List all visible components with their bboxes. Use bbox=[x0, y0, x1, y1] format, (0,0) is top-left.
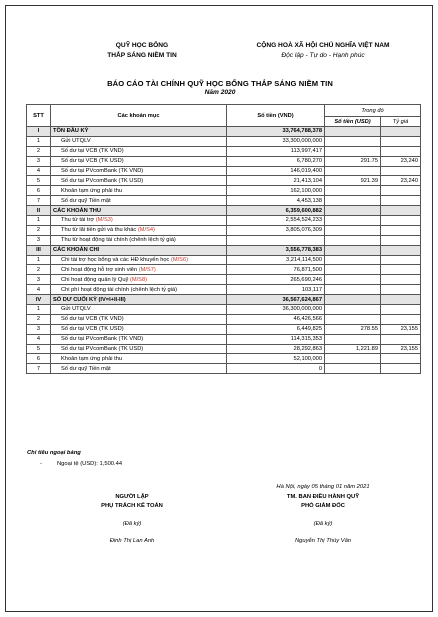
cell-stt: 6 bbox=[27, 186, 51, 196]
cell-stt: I bbox=[27, 127, 51, 137]
nation-motto: Độc lập - Tự do - Hạnh phúc bbox=[281, 52, 365, 59]
table-row bbox=[27, 146, 421, 156]
cell-rate bbox=[381, 245, 421, 255]
cell-rate bbox=[381, 305, 421, 315]
cell-stt: 1 bbox=[27, 136, 51, 146]
cell-item bbox=[51, 265, 227, 275]
cell-amount: 6,449,825 bbox=[227, 324, 325, 334]
table-row bbox=[27, 216, 421, 226]
cell-item bbox=[51, 225, 227, 235]
cell-item bbox=[51, 176, 227, 186]
cell-usd bbox=[325, 186, 381, 196]
header-group: Trong đó bbox=[325, 105, 421, 117]
table-section-row bbox=[27, 127, 421, 137]
offbalance-bullet: - bbox=[40, 461, 42, 467]
cell-usd bbox=[325, 206, 381, 216]
cell-item-label: Số dư tại PVcomBank (TK VND) bbox=[61, 168, 144, 174]
cell-rate: 23,240 bbox=[381, 176, 421, 186]
cell-item bbox=[51, 127, 227, 137]
cell-rate bbox=[381, 334, 421, 344]
cell-rate bbox=[381, 166, 421, 176]
cell-item-label: Chi hoạt động hỗ trợ sinh viên bbox=[61, 266, 139, 273]
cell-usd bbox=[325, 216, 381, 226]
cell-amount: 113,997,417 bbox=[227, 146, 325, 156]
nation-title: CỘNG HOÀ XÃ HỘI CHỦ NGHĨA VIỆT NAM bbox=[256, 42, 390, 49]
sign-date: Hà Nội, ngày 05 tháng 01 năm 2021 bbox=[276, 484, 370, 490]
cell-stt: 3 bbox=[27, 324, 51, 334]
cell-usd bbox=[325, 136, 381, 146]
cell-usd: 278.55 bbox=[325, 324, 381, 334]
cell-item-label: Số dư tại PVcomBank (TK USD) bbox=[61, 177, 144, 184]
cell-rate bbox=[381, 235, 421, 245]
cell-rate: 23,155 bbox=[381, 344, 421, 354]
cell-usd bbox=[325, 235, 381, 245]
left-signed: (Đã ký) bbox=[122, 521, 142, 527]
cell-stt: 1 bbox=[27, 305, 51, 315]
cell-item-note: (M/S6) bbox=[170, 257, 189, 264]
cell-usd: 921.39 bbox=[325, 176, 381, 186]
cell-amount bbox=[227, 235, 325, 245]
cell-usd bbox=[325, 265, 381, 275]
table-row bbox=[27, 196, 421, 206]
cell-usd bbox=[325, 146, 381, 156]
table-section-row bbox=[27, 245, 421, 255]
cell-amount: 28,292,863 bbox=[227, 344, 325, 354]
cell-item bbox=[51, 344, 227, 354]
cell-amount: 33,300,000,000 bbox=[227, 136, 325, 146]
cell-amount: 103,117 bbox=[227, 285, 325, 295]
cell-item-label: Chi tài trợ học bổng và các HĐ khuyến học bbox=[61, 257, 171, 264]
cell-usd: 291.75 bbox=[325, 156, 381, 166]
cell-item-label: TỒN ĐẦU KỲ bbox=[53, 128, 89, 135]
cell-usd bbox=[325, 314, 381, 324]
cell-usd bbox=[325, 295, 381, 305]
cell-amount: 114,315,353 bbox=[227, 334, 325, 344]
cell-item bbox=[51, 216, 227, 226]
table-row bbox=[27, 225, 421, 235]
cell-item bbox=[51, 196, 227, 206]
cell-item-label: SỐ DƯ CUỐI KỲ (IV=I+II-III) bbox=[53, 296, 126, 303]
cell-item bbox=[51, 324, 227, 334]
cell-item bbox=[51, 206, 227, 216]
cell-item-label: Số dư tại PVcomBank (TK USD) bbox=[61, 346, 144, 353]
cell-item bbox=[51, 245, 227, 255]
cell-stt: 4 bbox=[27, 285, 51, 295]
left-role-1: NGƯỜI LẬP bbox=[115, 494, 149, 500]
cell-amount: 36,567,624,867 bbox=[227, 295, 325, 305]
header-amount: Số tiền (VND) bbox=[227, 105, 325, 127]
cell-usd bbox=[325, 127, 381, 137]
cell-usd bbox=[325, 166, 381, 176]
finance-table bbox=[26, 104, 421, 374]
cell-amount: 146,019,400 bbox=[227, 166, 325, 176]
cell-item-label: Số dư tại VCB (TK VND) bbox=[61, 148, 124, 155]
cell-rate bbox=[381, 216, 421, 226]
cell-item-label: Thu từ tài trợ bbox=[61, 217, 96, 224]
cell-stt: 1 bbox=[27, 216, 51, 226]
cell-item bbox=[51, 334, 227, 344]
cell-usd bbox=[325, 275, 381, 285]
cell-rate bbox=[381, 265, 421, 275]
cell-stt: 3 bbox=[27, 156, 51, 166]
cell-amount: 36,300,000,000 bbox=[227, 305, 325, 315]
table-row bbox=[27, 344, 421, 354]
right-signer-name: Nguyễn Thị Thúy Vân bbox=[294, 538, 352, 544]
table-row bbox=[27, 305, 421, 315]
cell-amount: 4,453,138 bbox=[227, 196, 325, 206]
cell-stt: 3 bbox=[27, 235, 51, 245]
cell-item-label: Thu từ lãi tiền gửi và thu khác bbox=[61, 227, 138, 234]
cell-usd bbox=[325, 225, 381, 235]
table-header-row bbox=[27, 105, 421, 117]
table-section-row bbox=[27, 206, 421, 216]
cell-usd bbox=[325, 255, 381, 265]
right-signed: (Đã ký) bbox=[313, 521, 333, 527]
cell-usd bbox=[325, 354, 381, 364]
cell-rate: 23,240 bbox=[381, 156, 421, 166]
cell-stt: III bbox=[27, 245, 51, 255]
cell-rate bbox=[381, 136, 421, 146]
report-year: Năm 2020 bbox=[204, 89, 236, 96]
table-row bbox=[27, 265, 421, 275]
cell-stt: 7 bbox=[27, 196, 51, 206]
cell-stt: 2 bbox=[27, 265, 51, 275]
cell-stt: 2 bbox=[27, 225, 51, 235]
cell-item-label: Gửi UTQLV bbox=[61, 306, 91, 313]
cell-usd bbox=[325, 334, 381, 344]
table-row bbox=[27, 235, 421, 245]
offbalance-heading: Chỉ tiêu ngoại bảng bbox=[27, 450, 81, 456]
cell-item-label: Gửi UTQLV bbox=[61, 138, 91, 145]
table-row bbox=[27, 156, 421, 166]
right-role-1: TM. BAN ĐIỀU HÀNH QUỸ bbox=[286, 494, 360, 500]
header-usd: Số tiền (USD) bbox=[325, 117, 381, 127]
cell-usd bbox=[325, 196, 381, 206]
table-row bbox=[27, 176, 421, 186]
cell-item bbox=[51, 364, 227, 374]
org-name: QUỸ HỌC BỔNG bbox=[115, 42, 169, 49]
cell-rate bbox=[381, 354, 421, 364]
cell-rate bbox=[381, 186, 421, 196]
left-role-2: PHỤ TRÁCH KẾ TOÁN bbox=[101, 503, 163, 509]
cell-item-note: (M/S4) bbox=[137, 227, 155, 234]
cell-rate bbox=[381, 295, 421, 305]
cell-item bbox=[51, 314, 227, 324]
cell-rate: 23,155 bbox=[381, 324, 421, 334]
cell-item-note: (M/S8) bbox=[129, 276, 147, 283]
cell-item-label: Chi hoạt động quản lý Quỹ bbox=[61, 276, 130, 283]
table-row bbox=[27, 166, 421, 176]
cell-usd: 1,221.89 bbox=[325, 344, 381, 354]
table-row bbox=[27, 136, 421, 146]
cell-amount: 0 bbox=[227, 364, 325, 374]
cell-stt: 2 bbox=[27, 146, 51, 156]
table-row bbox=[27, 314, 421, 324]
cell-amount: 265,690,246 bbox=[227, 275, 325, 285]
cell-item-label: Số dư tại PVcomBank (TK VND) bbox=[61, 336, 144, 343]
cell-stt: 4 bbox=[27, 334, 51, 344]
cell-item bbox=[51, 275, 227, 285]
cell-item-note: (M/S3) bbox=[95, 217, 113, 224]
table-row bbox=[27, 255, 421, 265]
cell-amount: 46,426,566 bbox=[227, 314, 325, 324]
cell-item bbox=[51, 235, 227, 245]
cell-rate bbox=[381, 206, 421, 216]
cell-amount: 2,554,524,233 bbox=[227, 216, 325, 226]
cell-item-label: CÁC KHOẢN THU bbox=[53, 207, 102, 214]
cell-rate bbox=[381, 255, 421, 265]
cell-item-label: Số dư tại VCB (TK USD) bbox=[61, 326, 124, 333]
left-signer-name: Đinh Thị Lan Anh bbox=[109, 538, 155, 544]
cell-amount: 3,214,114,500 bbox=[227, 255, 325, 265]
cell-item-label: Chi phí hoạt động tài chính (chênh lệch tỷ giá) bbox=[61, 286, 178, 293]
cell-rate bbox=[381, 146, 421, 156]
cell-rate bbox=[381, 285, 421, 295]
cell-stt: 3 bbox=[27, 275, 51, 285]
cell-stt: IV bbox=[27, 295, 51, 305]
cell-rate bbox=[381, 127, 421, 137]
table-section-row bbox=[27, 295, 421, 305]
cell-amount: 76,871,500 bbox=[227, 265, 325, 275]
cell-item bbox=[51, 285, 227, 295]
cell-rate bbox=[381, 225, 421, 235]
cell-item bbox=[51, 136, 227, 146]
cell-stt: 4 bbox=[27, 166, 51, 176]
cell-usd bbox=[325, 245, 381, 255]
cell-rate bbox=[381, 275, 421, 285]
org-subname: THẮP SÁNG NIỀM TIN bbox=[107, 52, 177, 59]
cell-amount: 3,556,778,383 bbox=[227, 245, 325, 255]
cell-amount: 52,100,000 bbox=[227, 354, 325, 364]
cell-rate bbox=[381, 314, 421, 324]
cell-item bbox=[51, 354, 227, 364]
cell-amount: 21,413,104 bbox=[227, 176, 325, 186]
cell-item bbox=[51, 305, 227, 315]
header-stt: STT bbox=[27, 105, 51, 127]
cell-item bbox=[51, 255, 227, 265]
table-row bbox=[27, 364, 421, 374]
table-row bbox=[27, 324, 421, 334]
cell-stt: 7 bbox=[27, 364, 51, 374]
cell-stt: 2 bbox=[27, 314, 51, 324]
cell-item-label: Số dư quỹ Tiền mặt bbox=[61, 197, 111, 204]
table-row bbox=[27, 285, 421, 295]
cell-item bbox=[51, 146, 227, 156]
cell-amount: 3,805,076,309 bbox=[227, 225, 325, 235]
cell-rate bbox=[381, 364, 421, 374]
cell-usd bbox=[325, 285, 381, 295]
table-row bbox=[27, 186, 421, 196]
cell-item-label: Số dư quỹ Tiền mặt bbox=[61, 365, 111, 372]
cell-usd bbox=[325, 364, 381, 374]
cell-amount: 33,764,788,378 bbox=[227, 127, 325, 137]
cell-item bbox=[51, 156, 227, 166]
report-title: BÁO CÁO TÀI CHÍNH QUỸ HỌC BỔNG THẮP SÁNG NIỀM TIN bbox=[107, 79, 333, 88]
table-row bbox=[27, 354, 421, 364]
header-rate: Tỷ giá bbox=[381, 117, 421, 127]
cell-item-label: Số dư tại VCB (TK USD) bbox=[61, 158, 124, 165]
offbalance-usd: Ngoại tệ (USD): 1,500.44 bbox=[57, 461, 123, 467]
header-item: Các khoản mục bbox=[51, 105, 227, 127]
right-role-2: PHÓ GIÁM ĐỐC bbox=[301, 503, 345, 509]
table-row bbox=[27, 275, 421, 285]
cell-item-label: Khoản tạm ứng phải thu bbox=[61, 355, 123, 362]
cell-item-label: Thu từ hoạt động tài chính (chênh lệch tỷ giá) bbox=[61, 237, 176, 244]
cell-amount: 6,780,270 bbox=[227, 156, 325, 166]
cell-item bbox=[51, 295, 227, 305]
cell-stt: 5 bbox=[27, 344, 51, 354]
cell-item-label: Khoản tạm ứng phải thu bbox=[61, 187, 123, 194]
table-row bbox=[27, 334, 421, 344]
cell-amount: 162,100,000 bbox=[227, 186, 325, 196]
cell-item-label: Số dư tại VCB (TK VND) bbox=[61, 316, 124, 323]
cell-amount: 6,359,600,882 bbox=[227, 206, 325, 216]
cell-item bbox=[51, 166, 227, 176]
cell-item bbox=[51, 186, 227, 196]
cell-usd bbox=[325, 305, 381, 315]
cell-rate bbox=[381, 196, 421, 206]
cell-stt: 6 bbox=[27, 354, 51, 364]
cell-stt: 1 bbox=[27, 255, 51, 265]
cell-item-note: (M/S7) bbox=[138, 266, 156, 273]
cell-stt: II bbox=[27, 206, 51, 216]
cell-item-label: CÁC KHOẢN CHI bbox=[53, 247, 100, 254]
cell-stt: 5 bbox=[27, 176, 51, 186]
